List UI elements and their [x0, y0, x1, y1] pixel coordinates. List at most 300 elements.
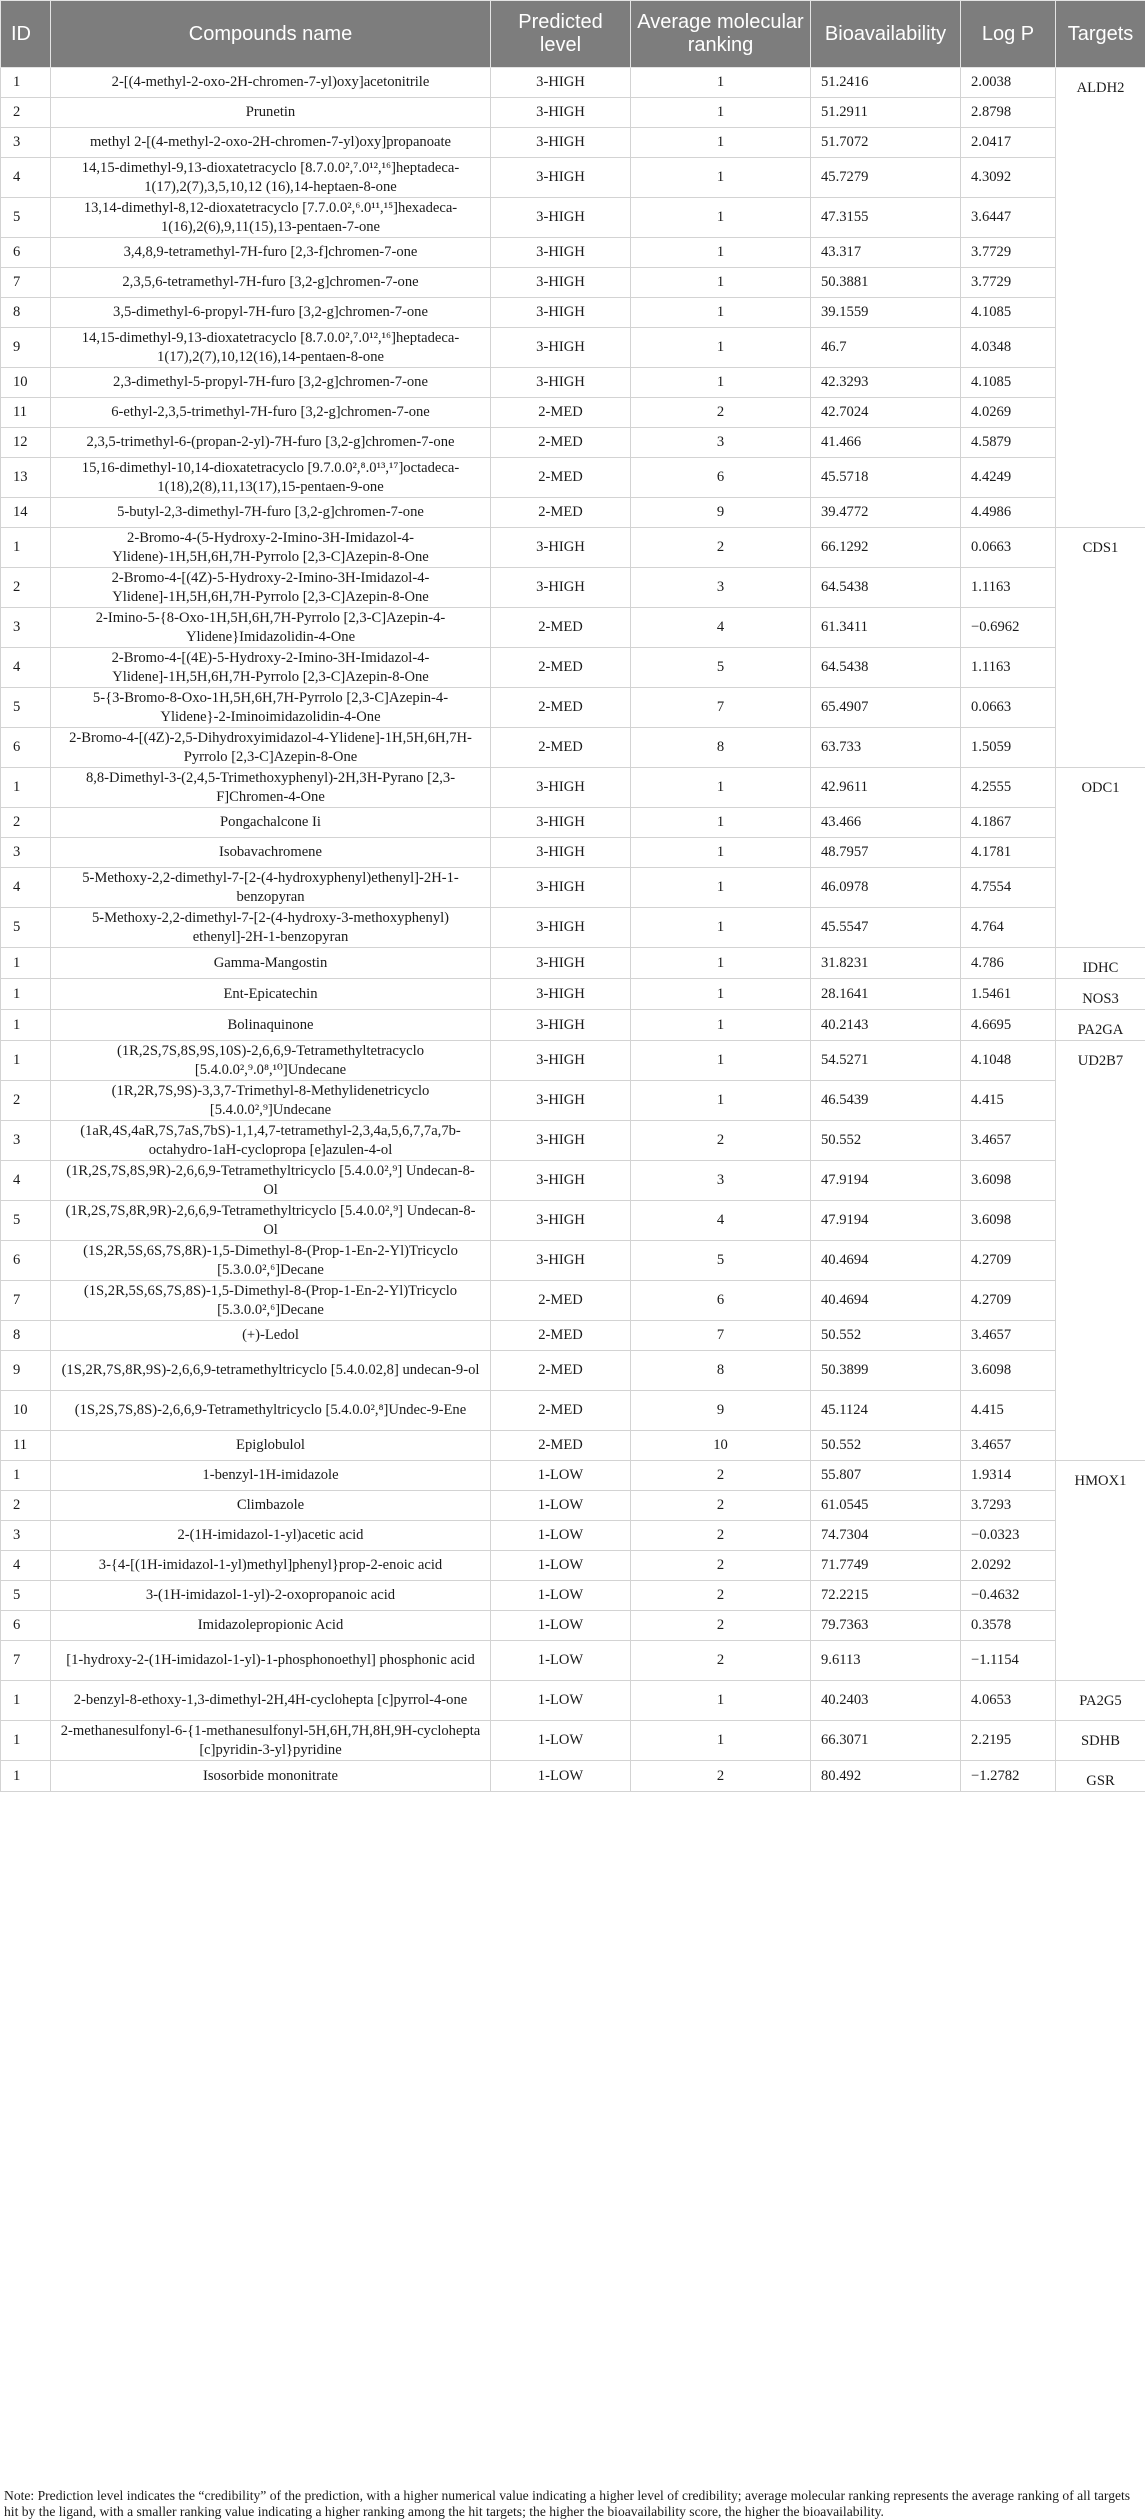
table-row [1, 1241, 1145, 1281]
cell-log-p: 2.8798 [961, 98, 1056, 128]
cell-bioavailability: 61.3411 [811, 608, 961, 648]
table-row [1, 568, 1145, 608]
cell-id: 1 [1, 768, 51, 808]
table-header [1, 1, 1145, 68]
cell-average-ranking: 1 [631, 128, 811, 158]
cell-log-p: −0.0323 [961, 1521, 1056, 1551]
cell-predicted-level: 1-LOW [491, 1761, 631, 1792]
cell-compound-name: 2-Imino-5-{8-Oxo-1H,5H,6H,7H-Pyrrolo [2,3-C]Azepin-4-Ylidene}Imidazolidin-4-One [51, 608, 491, 648]
cell-log-p: 3.4657 [961, 1431, 1056, 1461]
cell-id: 9 [1, 1351, 51, 1391]
cell-log-p: 4.4249 [961, 458, 1056, 498]
cell-average-ranking: 2 [631, 1551, 811, 1581]
cell-compound-name: Pongachalcone Ii [51, 808, 491, 838]
table-row [1, 648, 1145, 688]
cell-target: PA2G5 [1056, 1681, 1145, 1721]
cell-average-ranking: 9 [631, 498, 811, 528]
cell-compound-name: 15,16-dimethyl-10,14-dioxatetracyclo [9.7.0.0²,⁸.0¹³,¹⁷]octadeca-1(18),2(8),11,13(17),15-pentaen-9-one [51, 458, 491, 498]
cell-bioavailability: 45.5718 [811, 458, 961, 498]
cell-compound-name: 2-(1H-imidazol-1-yl)acetic acid [51, 1521, 491, 1551]
table-row [1, 268, 1145, 298]
cell-log-p: 1.9314 [961, 1461, 1056, 1491]
cell-average-ranking: 3 [631, 568, 811, 608]
cell-predicted-level: 3-HIGH [491, 298, 631, 328]
table-row [1, 1641, 1145, 1681]
cell-id: 4 [1, 868, 51, 908]
cell-log-p: 2.0038 [961, 68, 1056, 98]
cell-id: 8 [1, 1321, 51, 1351]
cell-target: IDHC [1056, 948, 1145, 979]
table-row [1, 158, 1145, 198]
table-row [1, 398, 1145, 428]
table-row [1, 298, 1145, 328]
cell-average-ranking: 1 [631, 808, 811, 838]
cell-target: GSR [1056, 1761, 1145, 1792]
cell-average-ranking: 1 [631, 908, 811, 948]
cell-bioavailability: 80.492 [811, 1761, 961, 1792]
cell-predicted-level: 3-HIGH [491, 1081, 631, 1121]
cell-bioavailability: 65.4907 [811, 688, 961, 728]
cell-bioavailability: 40.4694 [811, 1241, 961, 1281]
cell-average-ranking: 2 [631, 398, 811, 428]
cell-average-ranking: 1 [631, 328, 811, 368]
cell-log-p: 0.0663 [961, 688, 1056, 728]
cell-bioavailability: 47.9194 [811, 1201, 961, 1241]
cell-compound-name: [1-hydroxy-2-(1H-imidazol-1-yl)-1-phosphonoethyl] phosphonic acid [51, 1641, 491, 1681]
table-row [1, 838, 1145, 868]
cell-log-p: 1.1163 [961, 568, 1056, 608]
cell-average-ranking: 5 [631, 648, 811, 688]
cell-average-ranking: 5 [631, 1241, 811, 1281]
table-row [1, 1761, 1145, 1792]
cell-average-ranking: 6 [631, 458, 811, 498]
cell-bioavailability: 46.5439 [811, 1081, 961, 1121]
cell-average-ranking: 1 [631, 1041, 811, 1081]
cell-predicted-level: 3-HIGH [491, 868, 631, 908]
cell-bioavailability: 42.9611 [811, 768, 961, 808]
cell-log-p: 4.7554 [961, 868, 1056, 908]
cell-id: 1 [1, 1761, 51, 1792]
cell-compound-name: (1R,2S,7S,8R,9R)-2,6,6,9-Tetramethyltricyclo [5.4.0.0²,⁹] Undecan-8-Ol [51, 1201, 491, 1241]
cell-predicted-level: 3-HIGH [491, 1161, 631, 1201]
cell-predicted-level: 3-HIGH [491, 948, 631, 979]
cell-bioavailability: 43.317 [811, 238, 961, 268]
cell-bioavailability: 61.0545 [811, 1491, 961, 1521]
cell-log-p: 4.6695 [961, 1010, 1056, 1041]
table-row [1, 128, 1145, 158]
cell-log-p: −0.4632 [961, 1581, 1056, 1611]
table-row [1, 1391, 1145, 1431]
table-body [1, 68, 1145, 1792]
cell-bioavailability: 63.733 [811, 728, 961, 768]
cell-predicted-level: 2-MED [491, 458, 631, 498]
cell-predicted-level: 3-HIGH [491, 768, 631, 808]
cell-predicted-level: 2-MED [491, 1321, 631, 1351]
cell-average-ranking: 1 [631, 298, 811, 328]
cell-id: 7 [1, 1281, 51, 1321]
cell-compound-name: 2-Bromo-4-[(4Z)-2,5-Dihydroxyimidazol-4-Ylidene]-1H,5H,6H,7H-Pyrrolo [2,3-C]Azepin-8-One [51, 728, 491, 768]
cell-predicted-level: 1-LOW [491, 1461, 631, 1491]
cell-average-ranking: 1 [631, 768, 811, 808]
cell-log-p: −1.1154 [961, 1641, 1056, 1681]
cell-compound-name: 3,5-dimethyl-6-propyl-7H-furo [3,2-g]chromen-7-one [51, 298, 491, 328]
cell-average-ranking: 8 [631, 728, 811, 768]
cell-bioavailability: 51.2416 [811, 68, 961, 98]
header-compound-name: Compounds name [51, 1, 491, 68]
cell-id: 1 [1, 1721, 51, 1761]
table-row [1, 1461, 1145, 1491]
cell-compound-name: (1S,2R,7S,8R,9S)-2,6,6,9-tetramethyltricyclo [5.4.0.02,8] undecan-9-ol [51, 1351, 491, 1391]
cell-bioavailability: 66.3071 [811, 1721, 961, 1761]
cell-id: 4 [1, 1551, 51, 1581]
cell-predicted-level: 3-HIGH [491, 198, 631, 238]
table-row [1, 1321, 1145, 1351]
cell-predicted-level: 2-MED [491, 688, 631, 728]
header-predicted-level: Predicted level [491, 1, 631, 68]
cell-id: 1 [1, 1010, 51, 1041]
cell-log-p: 4.0348 [961, 328, 1056, 368]
cell-bioavailability: 54.5271 [811, 1041, 961, 1081]
cell-id: 5 [1, 908, 51, 948]
cell-log-p: 3.7729 [961, 238, 1056, 268]
cell-average-ranking: 2 [631, 1761, 811, 1792]
cell-predicted-level: 2-MED [491, 648, 631, 688]
cell-bioavailability: 45.1124 [811, 1391, 961, 1431]
cell-id: 2 [1, 568, 51, 608]
cell-average-ranking: 6 [631, 1281, 811, 1321]
cell-compound-name: 5-Methoxy-2,2-dimethyl-7-[2-(4-hydroxy-3-methoxyphenyl) ethenyl]-2H-1-benzopyran [51, 908, 491, 948]
cell-bioavailability: 42.3293 [811, 368, 961, 398]
cell-bioavailability: 45.7279 [811, 158, 961, 198]
cell-compound-name: 3-{4-[(1H-imidazol-1-yl)methyl]phenyl}prop-2-enoic acid [51, 1551, 491, 1581]
cell-id: 6 [1, 1241, 51, 1281]
table-row [1, 1281, 1145, 1321]
cell-predicted-level: 3-HIGH [491, 238, 631, 268]
cell-log-p: 2.0417 [961, 128, 1056, 158]
cell-compound-name: Isosorbide mononitrate [51, 1761, 491, 1792]
cell-id: 1 [1, 979, 51, 1010]
cell-log-p: 3.6098 [961, 1201, 1056, 1241]
cell-compound-name: (1aR,4S,4aR,7S,7aS,7bS)-1,1,4,7-tetramethyl-2,3,4a,5,6,7,7a,7b-octahydro-1aH-cyclopropa [e]azulen-4-ol [51, 1121, 491, 1161]
table-row [1, 368, 1145, 398]
cell-id: 7 [1, 268, 51, 298]
header-id: ID [1, 1, 51, 68]
cell-bioavailability: 40.2403 [811, 1681, 961, 1721]
cell-log-p: 3.4657 [961, 1321, 1056, 1351]
cell-compound-name: Gamma-Mangostin [51, 948, 491, 979]
cell-compound-name: 2,3,5-trimethyl-6-(propan-2-yl)-7H-furo [3,2-g]chromen-7-one [51, 428, 491, 458]
cell-average-ranking: 1 [631, 368, 811, 398]
cell-predicted-level: 1-LOW [491, 1581, 631, 1611]
table-row [1, 728, 1145, 768]
cell-compound-name: 5-butyl-2,3-dimethyl-7H-furo [3,2-g]chromen-7-one [51, 498, 491, 528]
cell-target: UD2B7 [1056, 1041, 1145, 1461]
cell-id: 1 [1, 1461, 51, 1491]
cell-average-ranking: 1 [631, 1081, 811, 1121]
cell-average-ranking: 1 [631, 979, 811, 1010]
cell-log-p: 4.1781 [961, 838, 1056, 868]
cell-predicted-level: 3-HIGH [491, 1010, 631, 1041]
cell-id: 3 [1, 608, 51, 648]
cell-id: 9 [1, 328, 51, 368]
cell-predicted-level: 3-HIGH [491, 1121, 631, 1161]
cell-id: 1 [1, 68, 51, 98]
table-row [1, 1551, 1145, 1581]
table-row [1, 808, 1145, 838]
table-row [1, 1121, 1145, 1161]
cell-average-ranking: 3 [631, 428, 811, 458]
cell-average-ranking: 2 [631, 528, 811, 568]
cell-compound-name: (1S,2S,7S,8S)-2,6,6,9-Tetramethyltricyclo [5.4.0.0²,⁸]Undec-9-Ene [51, 1391, 491, 1431]
cell-average-ranking: 1 [631, 158, 811, 198]
cell-predicted-level: 3-HIGH [491, 528, 631, 568]
cell-target: ALDH2 [1056, 68, 1145, 528]
cell-compound-name: 8,8-Dimethyl-3-(2,4,5-Trimethoxyphenyl)-2H,3H-Pyrano [2,3-F]Chromen-4-One [51, 768, 491, 808]
cell-compound-name: Imidazolepropionic Acid [51, 1611, 491, 1641]
cell-bioavailability: 71.7749 [811, 1551, 961, 1581]
cell-bioavailability: 50.552 [811, 1431, 961, 1461]
cell-average-ranking: 4 [631, 608, 811, 648]
cell-id: 10 [1, 368, 51, 398]
table-row [1, 1581, 1145, 1611]
cell-compound-name: (1R,2S,7S,8S,9R)-2,6,6,9-Tetramethyltricyclo [5.4.0.0²,⁹] Undecan-8-Ol [51, 1161, 491, 1201]
cell-id: 11 [1, 398, 51, 428]
cell-average-ranking: 9 [631, 1391, 811, 1431]
cell-id: 2 [1, 98, 51, 128]
cell-compound-name: 14,15-dimethyl-9,13-dioxatetracyclo [8.7.0.0²,⁷.0¹²,¹⁶]heptadeca-1(17),2(7),10,12(16),14-pentaen-8-one [51, 328, 491, 368]
cell-log-p: 4.1867 [961, 808, 1056, 838]
cell-compound-name: (1S,2R,5S,6S,7S,8R)-1,5-Dimethyl-8-(Prop-1-En-2-Yl)Tricyclo [5.3.0.0²,⁶]Decane [51, 1241, 491, 1281]
cell-bioavailability: 40.2143 [811, 1010, 961, 1041]
cell-compound-name: Prunetin [51, 98, 491, 128]
cell-predicted-level: 3-HIGH [491, 908, 631, 948]
cell-bioavailability: 51.2911 [811, 98, 961, 128]
cell-log-p: 3.6098 [961, 1351, 1056, 1391]
cell-predicted-level: 2-MED [491, 428, 631, 458]
cell-bioavailability: 50.3899 [811, 1351, 961, 1391]
cell-log-p: 3.7293 [961, 1491, 1056, 1521]
table-row [1, 948, 1145, 979]
cell-predicted-level: 3-HIGH [491, 568, 631, 608]
table-row [1, 1041, 1145, 1081]
cell-predicted-level: 1-LOW [491, 1551, 631, 1581]
cell-bioavailability: 79.7363 [811, 1611, 961, 1641]
cell-log-p: 4.1085 [961, 298, 1056, 328]
table-row [1, 198, 1145, 238]
cell-average-ranking: 1 [631, 198, 811, 238]
cell-average-ranking: 2 [631, 1611, 811, 1641]
cell-id: 8 [1, 298, 51, 328]
header-targets: Targets [1056, 1, 1145, 68]
cell-log-p: 4.4986 [961, 498, 1056, 528]
cell-predicted-level: 2-MED [491, 608, 631, 648]
cell-average-ranking: 1 [631, 838, 811, 868]
cell-predicted-level: 2-MED [491, 1351, 631, 1391]
cell-log-p: 1.1163 [961, 648, 1056, 688]
cell-log-p: 2.0292 [961, 1551, 1056, 1581]
cell-id: 1 [1, 1041, 51, 1081]
cell-predicted-level: 3-HIGH [491, 158, 631, 198]
table-row [1, 498, 1145, 528]
cell-compound-name: 3,4,8,9-tetramethyl-7H-furo [2,3-f]chromen-7-one [51, 238, 491, 268]
cell-average-ranking: 7 [631, 1321, 811, 1351]
cell-id: 6 [1, 728, 51, 768]
cell-id: 2 [1, 1081, 51, 1121]
cell-predicted-level: 2-MED [491, 1431, 631, 1461]
cell-compound-name: 2-[(4-methyl-2-oxo-2H-chromen-7-yl)oxy]acetonitrile [51, 68, 491, 98]
cell-log-p: 0.0663 [961, 528, 1056, 568]
cell-target: HMOX1 [1056, 1461, 1145, 1681]
cell-log-p: 3.4657 [961, 1121, 1056, 1161]
cell-compound-name: 2-Bromo-4-[(4E)-5-Hydroxy-2-Imino-3H-Imidazol-4-Ylidene]-1H,5H,6H,7H-Pyrrolo [2,3-C]Azepin-8-One [51, 648, 491, 688]
table-footnote: Note: Prediction level indicates the “credibility” of the prediction, with a higher numerical value indicating a higher level of credibility; average molecular ranking represents the average ranking of all targets hit by the ligand, with a smaller ranking value indicating a higher ranking among the hit targets; the higher the bioavailability score, the higher the bioavailability. [4, 2488, 1131, 2519]
header-average-ranking: Average molecular ranking [631, 1, 811, 68]
cell-compound-name: 2-Bromo-4-(5-Hydroxy-2-Imino-3H-Imidazol-4-Ylidene)-1H,5H,6H,7H-Pyrrolo [2,3-C]Azepin-8-One [51, 528, 491, 568]
table-row [1, 1081, 1145, 1121]
header-bioavailability: Bioavailability [811, 1, 961, 68]
cell-predicted-level: 3-HIGH [491, 328, 631, 368]
cell-predicted-level: 1-LOW [491, 1611, 631, 1641]
cell-bioavailability: 42.7024 [811, 398, 961, 428]
cell-compound-name: 5-Methoxy-2,2-dimethyl-7-[2-(4-hydroxyphenyl)ethenyl]-2H-1-benzopyran [51, 868, 491, 908]
cell-compound-name: 14,15-dimethyl-9,13-dioxatetracyclo [8.7.0.0²,⁷.0¹²,¹⁶]heptadeca-1(17),2(7),3,5,10,12 (16),14-heptaen-8-one [51, 158, 491, 198]
cell-bioavailability: 64.5438 [811, 648, 961, 688]
cell-log-p: 1.5461 [961, 979, 1056, 1010]
cell-id: 11 [1, 1431, 51, 1461]
cell-average-ranking: 1 [631, 1681, 811, 1721]
cell-target: PA2GA [1056, 1010, 1145, 1041]
table-row [1, 1681, 1145, 1721]
cell-id: 4 [1, 648, 51, 688]
cell-compound-name: (1S,2R,5S,6S,7S,8S)-1,5-Dimethyl-8-(Prop-1-En-2-Yl)Tricyclo [5.3.0.0²,⁶]Decane [51, 1281, 491, 1321]
cell-id: 3 [1, 1121, 51, 1161]
cell-log-p: 0.3578 [961, 1611, 1056, 1641]
cell-predicted-level: 2-MED [491, 398, 631, 428]
cell-log-p: 4.2709 [961, 1241, 1056, 1281]
cell-compound-name: Climbazole [51, 1491, 491, 1521]
cell-id: 6 [1, 238, 51, 268]
cell-bioavailability: 72.2215 [811, 1581, 961, 1611]
cell-compound-name: methyl 2-[(4-methyl-2-oxo-2H-chromen-7-yl)oxy]propanoate [51, 128, 491, 158]
cell-bioavailability: 45.5547 [811, 908, 961, 948]
cell-id: 7 [1, 1641, 51, 1681]
cell-target: CDS1 [1056, 528, 1145, 768]
cell-bioavailability: 39.1559 [811, 298, 961, 328]
cell-predicted-level: 3-HIGH [491, 1241, 631, 1281]
cell-average-ranking: 1 [631, 268, 811, 298]
cell-bioavailability: 55.807 [811, 1461, 961, 1491]
header-log-p: Log P [961, 1, 1056, 68]
cell-log-p: 4.2555 [961, 768, 1056, 808]
cell-bioavailability: 50.552 [811, 1321, 961, 1351]
cell-id: 3 [1, 128, 51, 158]
table-row [1, 688, 1145, 728]
cell-predicted-level: 3-HIGH [491, 368, 631, 398]
cell-compound-name: 2,3-dimethyl-5-propyl-7H-furo [3,2-g]chromen-7-one [51, 368, 491, 398]
table-row [1, 1431, 1145, 1461]
cell-compound-name: (+)-Ledol [51, 1321, 491, 1351]
cell-average-ranking: 1 [631, 1010, 811, 1041]
table-row [1, 1010, 1145, 1041]
cell-predicted-level: 1-LOW [491, 1641, 631, 1681]
cell-id: 6 [1, 1611, 51, 1641]
cell-average-ranking: 7 [631, 688, 811, 728]
cell-id: 5 [1, 1201, 51, 1241]
cell-log-p: 4.2709 [961, 1281, 1056, 1321]
cell-predicted-level: 1-LOW [491, 1521, 631, 1551]
cell-id: 1 [1, 528, 51, 568]
cell-compound-name: 3-(1H-imidazol-1-yl)-2-oxopropanoic acid [51, 1581, 491, 1611]
cell-predicted-level: 1-LOW [491, 1681, 631, 1721]
table-row [1, 428, 1145, 458]
table-row [1, 1491, 1145, 1521]
cell-predicted-level: 3-HIGH [491, 838, 631, 868]
cell-bioavailability: 47.9194 [811, 1161, 961, 1201]
cell-compound-name: 5-{3-Bromo-8-Oxo-1H,5H,6H,7H-Pyrrolo [2,3-C]Azepin-4-Ylidene}-2-Iminoimidazolidin-4-One [51, 688, 491, 728]
cell-log-p: 3.7729 [961, 268, 1056, 298]
table-row [1, 1351, 1145, 1391]
cell-log-p: 4.1048 [961, 1041, 1056, 1081]
cell-predicted-level: 3-HIGH [491, 1201, 631, 1241]
cell-id: 12 [1, 428, 51, 458]
cell-bioavailability: 74.7304 [811, 1521, 961, 1551]
cell-log-p: 1.5059 [961, 728, 1056, 768]
cell-average-ranking: 1 [631, 948, 811, 979]
cell-bioavailability: 50.3881 [811, 268, 961, 298]
cell-log-p: 4.5879 [961, 428, 1056, 458]
table-row [1, 528, 1145, 568]
cell-predicted-level: 1-LOW [491, 1721, 631, 1761]
cell-bioavailability: 47.3155 [811, 198, 961, 238]
cell-target: ODC1 [1056, 768, 1145, 948]
cell-compound-name: 6-ethyl-2,3,5-trimethyl-7H-furo [3,2-g]chromen-7-one [51, 398, 491, 428]
cell-log-p: 4.764 [961, 908, 1056, 948]
cell-compound-name: Isobavachromene [51, 838, 491, 868]
cell-predicted-level: 3-HIGH [491, 68, 631, 98]
cell-compound-name: 2-Bromo-4-[(4Z)-5-Hydroxy-2-Imino-3H-Imidazol-4-Ylidene]-1H,5H,6H,7H-Pyrrolo [2,3-C]Azepin-8-One [51, 568, 491, 608]
cell-compound-name: 13,14-dimethyl-8,12-dioxatetracyclo [7.7.0.0²,⁶.0¹¹,¹⁵]hexadeca-1(16),2(6),9,11(15),13-pentaen-7-one [51, 198, 491, 238]
table-row [1, 979, 1145, 1010]
cell-average-ranking: 2 [631, 1491, 811, 1521]
cell-compound-name: (1R,2S,7S,8S,9S,10S)-2,6,6,9-Tetramethyltetracyclo [5.4.0.0²,⁹.0⁸,¹⁰]Undecane [51, 1041, 491, 1081]
cell-bioavailability: 43.466 [811, 808, 961, 838]
cell-bioavailability: 51.7072 [811, 128, 961, 158]
cell-id: 1 [1, 1681, 51, 1721]
cell-id: 1 [1, 948, 51, 979]
cell-average-ranking: 2 [631, 1461, 811, 1491]
cell-average-ranking: 1 [631, 68, 811, 98]
cell-log-p: 4.0653 [961, 1681, 1056, 1721]
table-row [1, 868, 1145, 908]
cell-id: 4 [1, 158, 51, 198]
cell-bioavailability: 50.552 [811, 1121, 961, 1161]
cell-bioavailability: 9.6113 [811, 1641, 961, 1681]
cell-id: 14 [1, 498, 51, 528]
table-row [1, 1161, 1145, 1201]
cell-compound-name: Bolinaquinone [51, 1010, 491, 1041]
cell-id: 3 [1, 1521, 51, 1551]
cell-id: 5 [1, 198, 51, 238]
cell-bioavailability: 40.4694 [811, 1281, 961, 1321]
table-row [1, 328, 1145, 368]
cell-id: 2 [1, 1491, 51, 1521]
cell-id: 2 [1, 808, 51, 838]
cell-bioavailability: 46.0978 [811, 868, 961, 908]
cell-log-p: 3.6098 [961, 1161, 1056, 1201]
table-row [1, 1201, 1145, 1241]
cell-compound-name: 2-benzyl-8-ethoxy-1,3-dimethyl-2H,4H-cyclohepta [c]pyrrol-4-one [51, 1681, 491, 1721]
cell-log-p: 4.0269 [961, 398, 1056, 428]
